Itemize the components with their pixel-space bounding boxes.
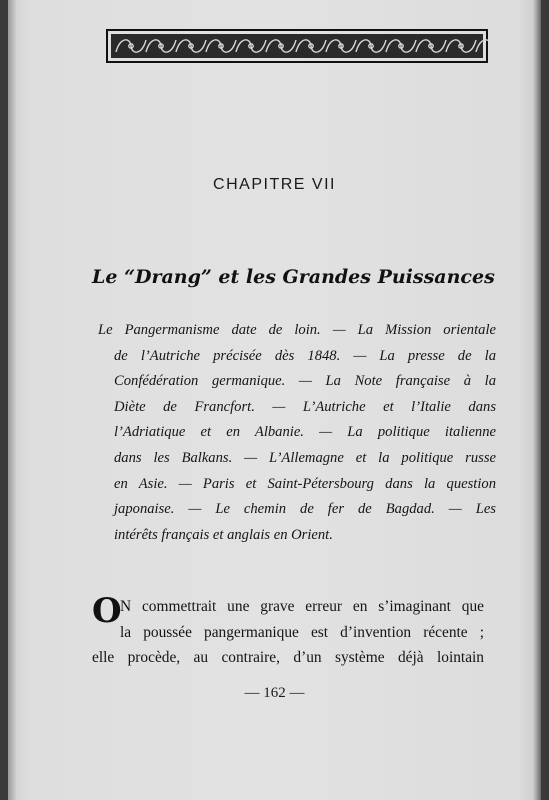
summary-line: Le Pangermanisme date de loin. — La Mission orientale: [98, 322, 496, 338]
page-right-edge: [533, 0, 541, 800]
page-number: — 162 —: [244, 685, 305, 701]
summary-line: japonaise. — Le chemin de fer de Bagdad. — Les: [114, 501, 496, 518]
chapter-summary: [98, 318, 496, 548]
summary-line: Confédération germanique. — La Note française à la: [114, 373, 496, 390]
book-page: [8, 0, 541, 800]
body-paragraph: [92, 591, 484, 671]
chapter-heading: CHAPITRE VII: [213, 176, 336, 193]
body-line: la poussée pangermanique est d’invention récente ;: [120, 623, 484, 641]
decorative-header-ornament: [106, 29, 488, 63]
chapter-title: Le “Drang” et les Grandes Puissances: [92, 266, 495, 288]
body-line: N commettrait une grave erreur en s’imaginant que: [120, 598, 484, 615]
summary-line: l’Adriatique et en Albanie. — La politique italienne: [114, 424, 496, 441]
page-left-edge: [8, 0, 16, 800]
summary-line: dans les Balkans. — L’Allemagne et la politique russe: [114, 449, 496, 466]
summary-line: Diète de Francfort. — L’Autriche et l’Italie dans: [114, 398, 496, 415]
summary-line: de l’Autriche précisée dès 1848. — La presse de la: [114, 347, 496, 364]
summary-line: intérêts français et anglais en Orient.: [114, 526, 333, 543]
drop-cap: O: [92, 591, 122, 631]
body-line: elle procède, au contraire, d’un système déjà lointain: [92, 649, 484, 666]
summary-line: en Asie. — Paris et Saint-Pétersbourg dans la question: [114, 475, 496, 492]
